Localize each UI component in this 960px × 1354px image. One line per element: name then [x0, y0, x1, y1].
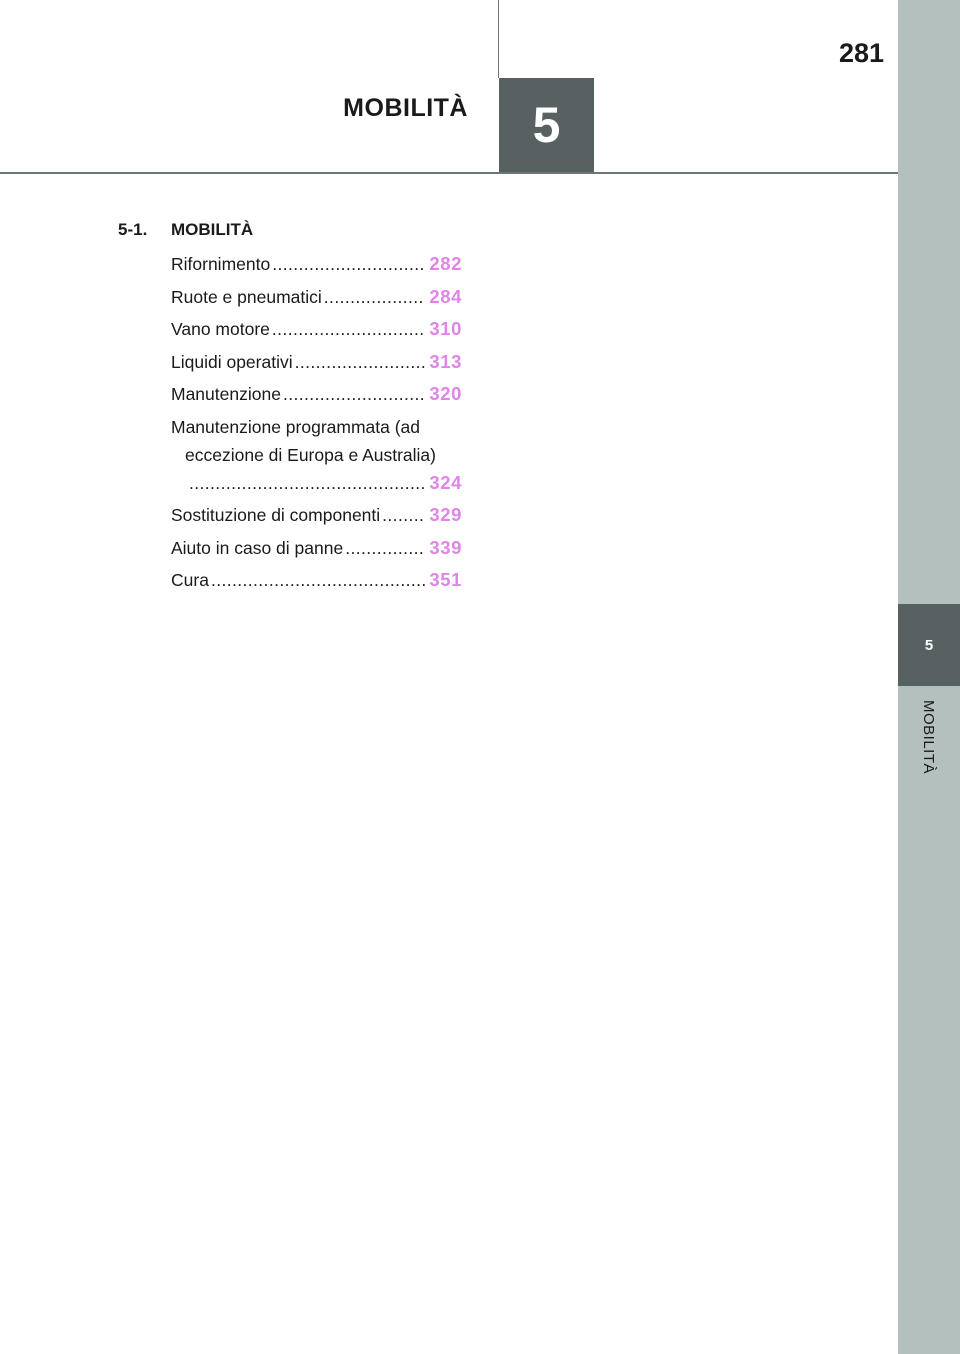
toc-leader-dots: [382, 501, 425, 529]
toc-entry-title: Rifornimento: [171, 254, 271, 274]
toc-leader-dots: [283, 380, 425, 408]
toc-page-link[interactable]: 329: [429, 504, 462, 525]
section-heading: [118, 220, 253, 240]
toc-leader-dots: [345, 534, 425, 562]
chapter-number: 5: [532, 97, 561, 153]
toc-page-link[interactable]: 324: [429, 471, 462, 493]
toc-entry-title: Manutenzione programmata (ad: [171, 416, 421, 437]
toc-entry-title: Liquidi operativi: [171, 351, 293, 372]
toc-page-link[interactable]: 351: [429, 569, 462, 590]
toc-entry[interactable]: [171, 413, 462, 497]
toc-list: [171, 250, 462, 599]
toc-leader-dots: [272, 250, 425, 278]
toc-page-link[interactable]: 310: [429, 318, 462, 339]
toc-entry[interactable]: [171, 534, 462, 562]
toc-entry-title: Manutenzione: [171, 384, 281, 404]
toc-leader-dots: [189, 469, 425, 497]
toc-page-link[interactable]: 282: [429, 253, 462, 274]
toc-entry[interactable]: [171, 501, 462, 529]
chapter-title: MOBILITÀ: [343, 94, 468, 122]
page-number: 281: [838, 38, 884, 68]
section-number: 5-1.: [118, 220, 148, 239]
toc-entry-title-continued: eccezione di Europa e Australia): [185, 444, 436, 465]
toc-page-link[interactable]: 313: [429, 350, 462, 372]
toc-entry-title: Ruote e pneumatici: [171, 286, 322, 307]
header-vertical-rule: [498, 0, 499, 78]
toc-entry-title: Cura: [171, 570, 209, 590]
toc-page-link[interactable]: 284: [429, 285, 462, 307]
header-horizontal-rule: [0, 172, 898, 174]
toc-page-link[interactable]: 320: [429, 383, 462, 404]
side-chapter-label: MOBILITÀ: [920, 700, 937, 775]
toc-leader-dots: [295, 348, 426, 376]
side-chapter-tab[interactable]: [898, 604, 960, 686]
chapter-number-box: [499, 78, 594, 172]
toc-entry[interactable]: [171, 348, 462, 376]
toc-leader-dots: [211, 566, 425, 594]
toc-leader-dots: [324, 283, 426, 311]
toc-entry-title: Sostituzione di componenti: [171, 505, 381, 525]
toc-page-link[interactable]: 339: [429, 536, 462, 558]
side-tab-number: 5: [924, 636, 934, 654]
toc-entry[interactable]: [171, 380, 462, 408]
toc-entry-title: Vano motore: [171, 319, 270, 339]
toc-leader-dots: [272, 315, 425, 343]
toc-entry[interactable]: [171, 315, 462, 343]
section-title: MOBILITÀ: [171, 220, 254, 239]
toc-entry-title: Aiuto in caso di panne: [171, 537, 344, 558]
toc-entry[interactable]: [171, 250, 462, 278]
toc-entry[interactable]: [171, 566, 462, 594]
toc-entry[interactable]: [171, 283, 462, 311]
